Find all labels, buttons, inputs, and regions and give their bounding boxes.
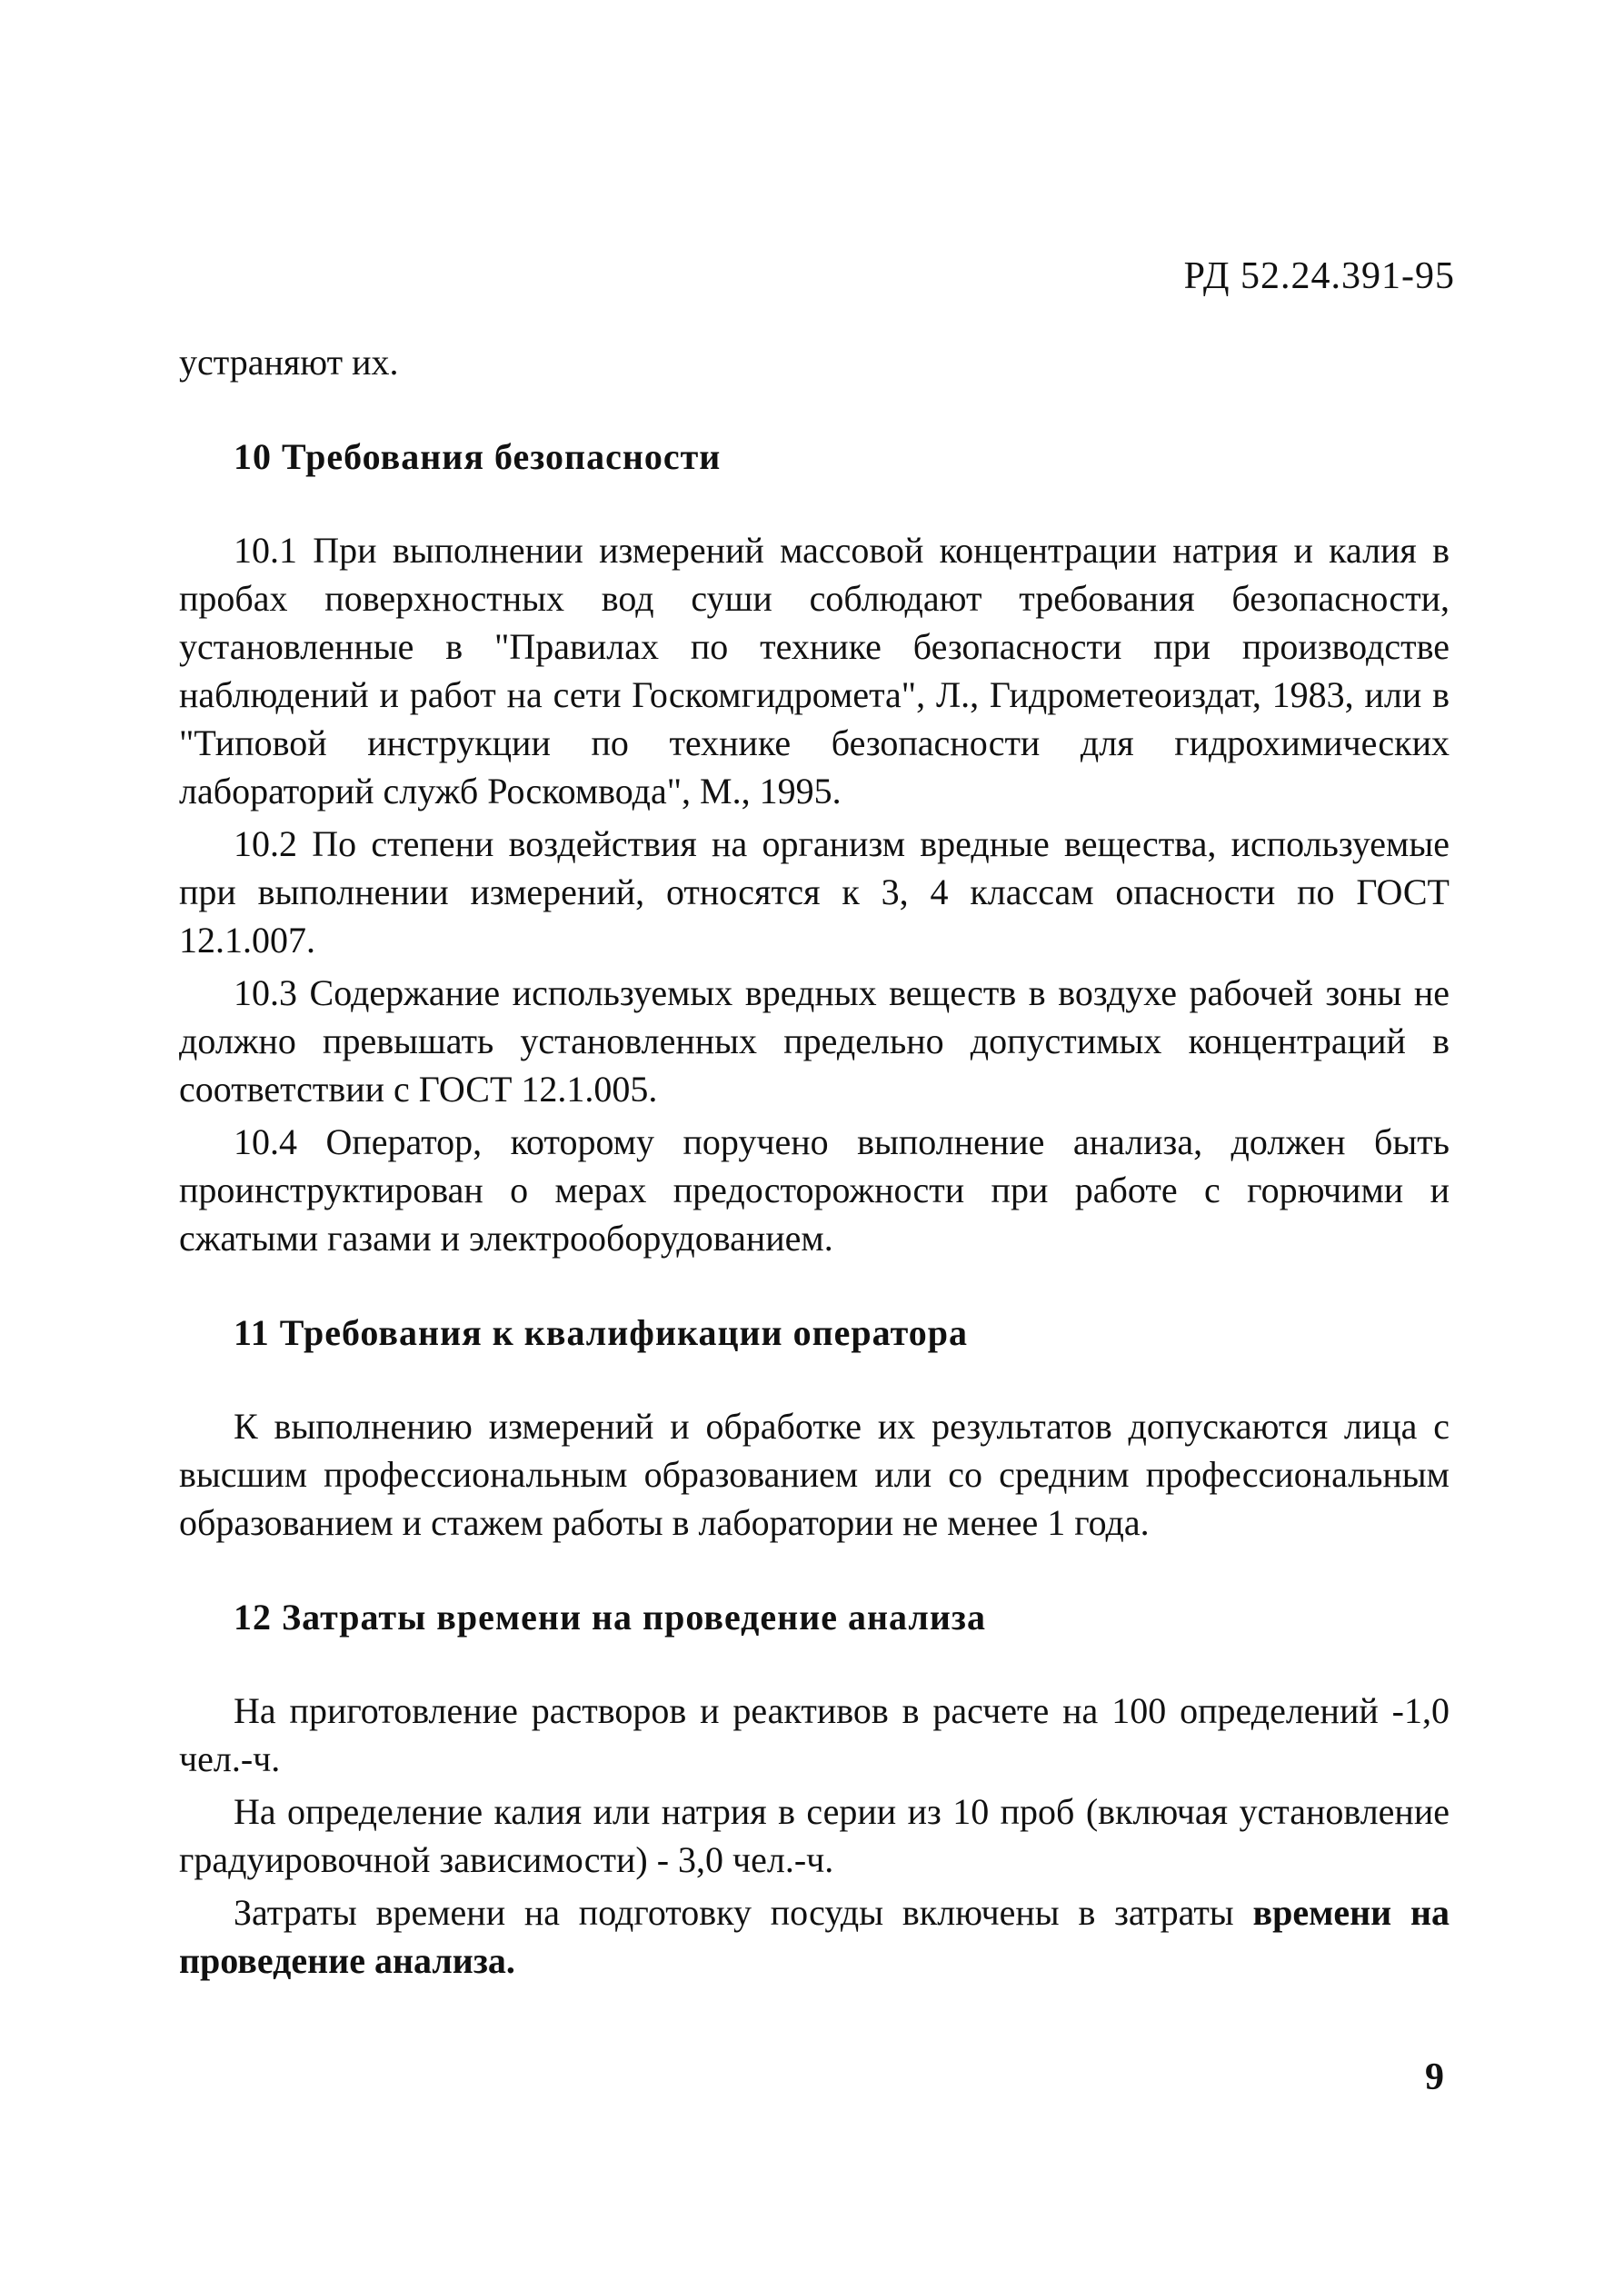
paragraph-10-2: 10.2 По степени воздействия на организм вредные вещества, используемые при выполнении измерений, относятся к 3, 4 классам опасности по ГОСТ 12.1.007. [179, 823, 1450, 961]
paragraph-10-1: 10.1 При выполнении измерений массовой концентрации натрия и калия в пробах поверхностных вод суши соблюдают требования безопасности, установленные в "Правилах по технике безопасности при производстве наблюдений и работ на сети Госкомгидромета", Л., Гидрометеоиздат, 1983, или в "Типовой инструкции по технике безопасности для гидрохимических лабораторий служб Роскомвода", М., 1995. [179, 530, 1450, 811]
section-10-heading: 10 Требования безопасности [234, 436, 722, 477]
paragraph-12-2: На определение калия или натрия в серии из 10 проб (включая установление градуировочной зависимости) - 3,0 чел.-ч. [179, 1791, 1450, 1880]
paragraph-12-3-start: Затраты времени на подготовку посуды включены в затраты [234, 1892, 1234, 1933]
paragraph-11-1: К выполнению измерений и обработке их результатов допускаются лица с высшим профессиональным образованием или со средним профессиональным образованием и стажем работы в лаборатории не менее 1 года. [179, 1406, 1450, 1543]
paragraph-12-3-end: времени на проведение анализа. [179, 1892, 1450, 1981]
paragraph-10-4: 10.4 Оператор, которому поручено выполнение анализа, должен быть проинструктирован о мерах предосторожности при работе с горючими и сжатыми газами и электрооборудованием. [179, 1121, 1450, 1259]
paragraph-12-1: На приготовление растворов и реактивов в расчете на 100 определений -1,0 чел.-ч. [179, 1690, 1450, 1779]
paragraph-12-3 [179, 1888, 1450, 1985]
section-11-heading: 11 Требования к квалификации оператора [234, 1312, 968, 1353]
document-body [179, 338, 1450, 1985]
section-12-heading: 12 Затраты времени на проведение анализа [234, 1597, 986, 1638]
page-number: 9 [1425, 2056, 1444, 2098]
paragraph-10-3: 10.3 Содержание используемых вредных веществ в воздухе рабочей зоны не должно превышать установленных предельно допустимых концентраций в соответствии с ГОСТ 12.1.005. [179, 972, 1450, 1110]
continuation-text: устраняют их. [179, 342, 399, 383]
document-code: РД 52.24.391-95 [1183, 255, 1455, 297]
